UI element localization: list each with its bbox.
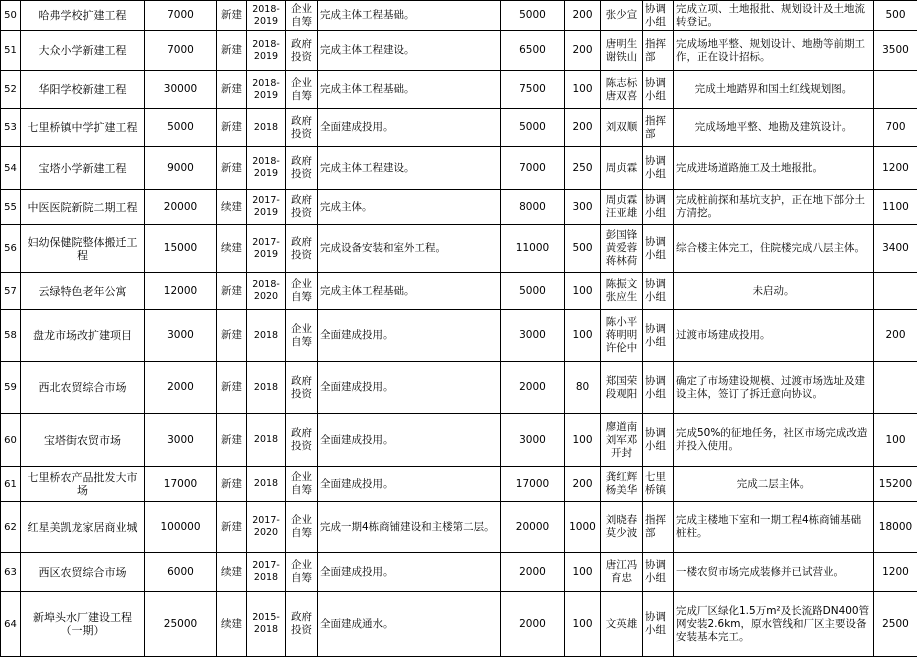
project-name: 妇幼保健院整体搬迁工程 [21, 225, 145, 273]
construction-period: 2018-2020 [247, 273, 286, 310]
annual-goal: 全面建成投用。 [318, 414, 501, 467]
total-investment: 25000 [145, 592, 217, 657]
construction-period: 2018-2019 [247, 1, 286, 31]
total-investment: 30000 [145, 71, 217, 109]
progress-note: 完成主楼地下室和一期工程4栋商铺基础桩柱。 [674, 502, 874, 553]
total-investment: 2000 [145, 362, 217, 414]
responsible-unit: 协调小组 [643, 414, 674, 467]
table-row [1, 310, 917, 362]
responsible-unit: 协调小组 [643, 1, 674, 31]
annual-goal: 完成主体工程建设。 [318, 147, 501, 190]
construction-nature: 新建 [217, 362, 247, 414]
quantity-value: 250 [565, 147, 601, 190]
construction-nature: 新建 [217, 414, 247, 467]
annual-goal: 完成设备安装和室外工程。 [318, 225, 501, 273]
responsible-leader: 周贞霖 [601, 147, 643, 190]
responsible-leader: 唐江冯育忠 [601, 553, 643, 592]
table-row [1, 190, 917, 225]
construction-period: 2017-2018 [247, 553, 286, 592]
funding-source: 政府投资 [286, 414, 318, 467]
responsible-unit: 七里桥镇 [643, 467, 674, 502]
project-name: 中医医院新院二期工程 [21, 190, 145, 225]
responsible-leader: 彭国锋黄爱蓉蒋林荷 [601, 225, 643, 273]
construction-nature: 续建 [217, 190, 247, 225]
construction-nature: 新建 [217, 71, 247, 109]
construction-period: 2018 [247, 109, 286, 147]
project-name: 云绿特色老年公寓 [21, 273, 145, 310]
total-investment: 5000 [145, 109, 217, 147]
funding-source: 政府投资 [286, 31, 318, 71]
project-name: 西区农贸综合市场 [21, 553, 145, 592]
row-number: 52 [1, 71, 21, 109]
responsible-unit: 协调小组 [643, 592, 674, 657]
funding-source: 企业自筹 [286, 71, 318, 109]
quantity-value: 100 [565, 553, 601, 592]
table-row [1, 273, 917, 310]
total-investment: 3000 [145, 310, 217, 362]
project-name: 大众小学新建工程 [21, 31, 145, 71]
funding-source: 企业自筹 [286, 1, 318, 31]
total-investment: 100000 [145, 502, 217, 553]
planned-investment: 7000 [501, 147, 565, 190]
planned-investment: 5000 [501, 1, 565, 31]
completed-investment: 3500 [874, 31, 917, 71]
funding-source: 政府投资 [286, 109, 318, 147]
responsible-leader: 郑国荣段观阳 [601, 362, 643, 414]
annual-goal: 全面建成投用。 [318, 553, 501, 592]
construction-period: 2018 [247, 467, 286, 502]
completed-investment: 3400 [874, 225, 917, 273]
completed-investment: 15200 [874, 467, 917, 502]
annual-goal: 完成主体工程建设。 [318, 31, 501, 71]
total-investment: 3000 [145, 414, 217, 467]
project-name: 红星美凯龙家居商业城 [21, 502, 145, 553]
total-investment: 12000 [145, 273, 217, 310]
responsible-leader: 陈振文张应生 [601, 273, 643, 310]
completed-investment: 200 [874, 310, 917, 362]
table-row [1, 147, 917, 190]
planned-investment: 20000 [501, 502, 565, 553]
total-investment: 17000 [145, 467, 217, 502]
annual-goal: 完成一期4栋商铺建设和主楼第二层。 [318, 502, 501, 553]
completed-investment [874, 273, 917, 310]
total-investment: 7000 [145, 1, 217, 31]
planned-investment: 2000 [501, 553, 565, 592]
responsible-leader: 廖道南刘军邓开封 [601, 414, 643, 467]
row-number: 57 [1, 273, 21, 310]
annual-goal: 完成主体工程基础。 [318, 273, 501, 310]
completed-investment: 2500 [874, 592, 917, 657]
responsible-unit: 协调小组 [643, 310, 674, 362]
annual-goal: 全面建成投用。 [318, 362, 501, 414]
total-investment: 20000 [145, 190, 217, 225]
construction-period: 2017-2019 [247, 225, 286, 273]
responsible-unit: 协调小组 [643, 553, 674, 592]
project-name: 宝塔街农贸市场 [21, 414, 145, 467]
table-row [1, 592, 917, 657]
planned-investment: 6500 [501, 31, 565, 71]
progress-note: 完成桩前探和基坑支护，正在地下部分土方清挖。 [674, 190, 874, 225]
responsible-leader: 龚红辉杨美华 [601, 467, 643, 502]
progress-note: 未启动。 [674, 273, 874, 310]
row-number: 54 [1, 147, 21, 190]
construction-period: 2017-2019 [247, 190, 286, 225]
project-name: 七里桥农产品批发大市场 [21, 467, 145, 502]
annual-goal: 全面建成投用。 [318, 310, 501, 362]
quantity-value: 80 [565, 362, 601, 414]
responsible-leader: 陈小平蒋明明许伦中 [601, 310, 643, 362]
quantity-value: 100 [565, 273, 601, 310]
completed-investment: 18000 [874, 502, 917, 553]
responsible-unit: 指挥部 [643, 109, 674, 147]
row-number: 62 [1, 502, 21, 553]
progress-note: 完成场地平整、规划设计、地勘等前期工作，正在设计招标。 [674, 31, 874, 71]
responsible-leader: 刘晓春莫少波 [601, 502, 643, 553]
construction-nature: 续建 [217, 592, 247, 657]
project-name: 宝塔小学新建工程 [21, 147, 145, 190]
row-number: 50 [1, 1, 21, 31]
construction-period: 2018 [247, 362, 286, 414]
table-row [1, 467, 917, 502]
project-name: 西北农贸综合市场 [21, 362, 145, 414]
quantity-value: 100 [565, 71, 601, 109]
row-number: 59 [1, 362, 21, 414]
quantity-value: 300 [565, 190, 601, 225]
responsible-unit: 指挥部 [643, 502, 674, 553]
funding-source: 政府投资 [286, 225, 318, 273]
funding-source: 企业自筹 [286, 502, 318, 553]
quantity-value: 200 [565, 1, 601, 31]
construction-nature: 新建 [217, 109, 247, 147]
construction-period: 2018 [247, 310, 286, 362]
construction-period: 2018-2019 [247, 31, 286, 71]
planned-investment: 7500 [501, 71, 565, 109]
planned-investment: 2000 [501, 592, 565, 657]
table-row [1, 71, 917, 109]
construction-nature: 新建 [217, 502, 247, 553]
responsible-unit: 协调小组 [643, 71, 674, 109]
completed-investment: 500 [874, 1, 917, 31]
responsible-unit: 协调小组 [643, 147, 674, 190]
planned-investment: 11000 [501, 225, 565, 273]
responsible-unit: 协调小组 [643, 362, 674, 414]
planned-investment: 17000 [501, 467, 565, 502]
completed-investment: 1100 [874, 190, 917, 225]
annual-goal: 完成主体。 [318, 190, 501, 225]
annual-goal: 全面建成投用。 [318, 109, 501, 147]
construction-period: 2018-2019 [247, 71, 286, 109]
completed-investment: 700 [874, 109, 917, 147]
construction-nature: 新建 [217, 467, 247, 502]
row-number: 51 [1, 31, 21, 71]
completed-investment: 1200 [874, 553, 917, 592]
row-number: 53 [1, 109, 21, 147]
progress-note: 完成二层主体。 [674, 467, 874, 502]
completed-investment: 1200 [874, 147, 917, 190]
progress-note: 完成立项、土地报批、规划设计及土地流转登记。 [674, 1, 874, 31]
responsible-leader: 周贞霖汪亚雄 [601, 190, 643, 225]
funding-source: 企业自筹 [286, 553, 318, 592]
row-number: 58 [1, 310, 21, 362]
funding-source: 政府投资 [286, 190, 318, 225]
table-row [1, 362, 917, 414]
construction-period: 2015-2018 [247, 592, 286, 657]
construction-nature: 续建 [217, 225, 247, 273]
responsible-leader: 文英雄 [601, 592, 643, 657]
table-row [1, 1, 917, 31]
progress-note: 确定了市场建设规模、过渡市场选址及建设主体，签订了拆迁意向协议。 [674, 362, 874, 414]
row-number: 56 [1, 225, 21, 273]
total-investment: 15000 [145, 225, 217, 273]
total-investment: 7000 [145, 31, 217, 71]
responsible-leader: 陈志标唐双喜 [601, 71, 643, 109]
quantity-value: 200 [565, 467, 601, 502]
table-row [1, 109, 917, 147]
responsible-unit: 指挥部 [643, 31, 674, 71]
responsible-unit: 协调小组 [643, 273, 674, 310]
funding-source: 企业自筹 [286, 273, 318, 310]
progress-note: 过渡市场建成投用。 [674, 310, 874, 362]
planned-investment: 3000 [501, 414, 565, 467]
progress-note: 完成进场道路施工及土地报批。 [674, 147, 874, 190]
quantity-value: 200 [565, 31, 601, 71]
funding-source: 政府投资 [286, 362, 318, 414]
table-row [1, 553, 917, 592]
planned-investment: 5000 [501, 109, 565, 147]
construction-period: 2017-2020 [247, 502, 286, 553]
construction-nature: 续建 [217, 553, 247, 592]
funding-source: 企业自筹 [286, 467, 318, 502]
planned-investment: 8000 [501, 190, 565, 225]
quantity-value: 200 [565, 109, 601, 147]
progress-note: 完成厂区绿化1.5万m²及长流路DN400管网安装2.6km，原水管线和厂区主要设备安装基本完工。 [674, 592, 874, 657]
annual-goal: 完成主体工程基础。 [318, 71, 501, 109]
progress-note: 综合楼主体完工，住院楼完成八层主体。 [674, 225, 874, 273]
row-number: 61 [1, 467, 21, 502]
total-investment: 9000 [145, 147, 217, 190]
funding-source: 政府投资 [286, 147, 318, 190]
completed-investment: 100 [874, 414, 917, 467]
row-number: 60 [1, 414, 21, 467]
project-name: 盘龙市场改扩建项目 [21, 310, 145, 362]
project-name: 华阳学校新建工程 [21, 71, 145, 109]
funding-source: 企业自筹 [286, 310, 318, 362]
progress-note: 完成场地平整、地勘及建筑设计。 [674, 109, 874, 147]
table-row [1, 502, 917, 553]
planned-investment: 5000 [501, 273, 565, 310]
responsible-unit: 协调小组 [643, 190, 674, 225]
table-row [1, 414, 917, 467]
quantity-value: 100 [565, 592, 601, 657]
quantity-value: 100 [565, 414, 601, 467]
construction-nature: 新建 [217, 1, 247, 31]
completed-investment [874, 362, 917, 414]
construction-nature: 新建 [217, 273, 247, 310]
table-row [1, 31, 917, 71]
progress-note: 完成土地踏界和国土红线规划图。 [674, 71, 874, 109]
total-investment: 6000 [145, 553, 217, 592]
quantity-value: 1000 [565, 502, 601, 553]
responsible-unit: 协调小组 [643, 225, 674, 273]
funding-source: 政府投资 [286, 592, 318, 657]
row-number: 63 [1, 553, 21, 592]
completed-investment [874, 71, 917, 109]
progress-note: 一楼农贸市场完成装修并已试营业。 [674, 553, 874, 592]
construction-nature: 新建 [217, 147, 247, 190]
annual-goal: 全面建成投用。 [318, 467, 501, 502]
annual-goal: 全面建成通水。 [318, 592, 501, 657]
row-number: 55 [1, 190, 21, 225]
responsible-leader: 唐明生谢铁山 [601, 31, 643, 71]
annual-goal: 完成主体工程基础。 [318, 1, 501, 31]
project-name: 哈弗学校扩建工程 [21, 1, 145, 31]
construction-period: 2018 [247, 414, 286, 467]
construction-period: 2018-2019 [247, 147, 286, 190]
construction-nature: 新建 [217, 31, 247, 71]
progress-note: 完成50%的征地任务，社区市场完成改造并投入使用。 [674, 414, 874, 467]
responsible-leader: 刘双顺 [601, 109, 643, 147]
project-name: 新埠头水厂建设工程（一期） [21, 592, 145, 657]
planned-investment: 3000 [501, 310, 565, 362]
quantity-value: 500 [565, 225, 601, 273]
table-row [1, 225, 917, 273]
project-name: 七里桥镇中学扩建工程 [21, 109, 145, 147]
row-number: 64 [1, 592, 21, 657]
responsible-leader: 张少宣 [601, 1, 643, 31]
quantity-value: 100 [565, 310, 601, 362]
construction-nature: 新建 [217, 310, 247, 362]
planned-investment: 2000 [501, 362, 565, 414]
